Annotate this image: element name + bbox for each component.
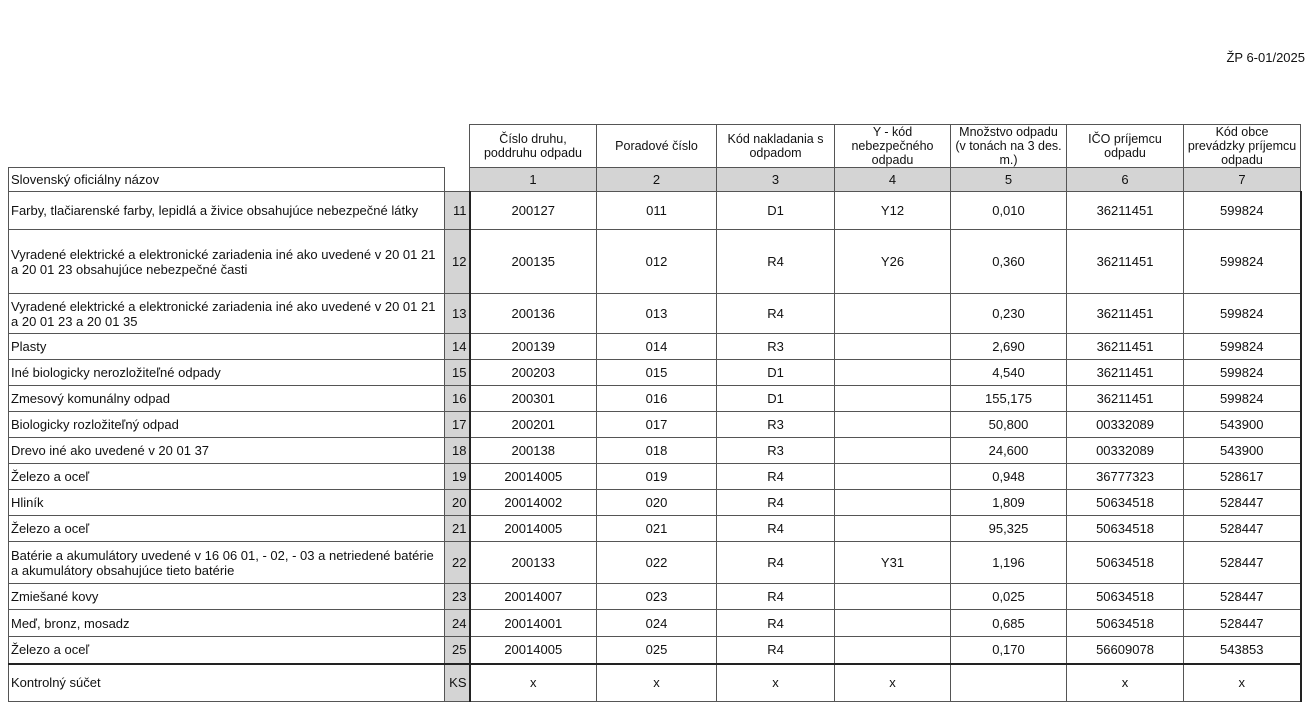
cell-col-5: 0,025 bbox=[951, 584, 1067, 610]
cell-col-3: D1 bbox=[717, 360, 835, 386]
cell-col-5: 1,196 bbox=[951, 542, 1067, 584]
cell-col-5: 1,809 bbox=[951, 490, 1067, 516]
cell-col-4 bbox=[835, 438, 951, 464]
cell-col-1: 200201 bbox=[470, 412, 597, 438]
cell-col-6: 36211451 bbox=[1067, 334, 1184, 360]
column-header: Kód nakladania s odpadom bbox=[717, 125, 835, 168]
cell-col-5: 0,170 bbox=[951, 637, 1067, 664]
cell-col-5: 24,600 bbox=[951, 438, 1067, 464]
cell-col-1: 200133 bbox=[470, 542, 597, 584]
waste-name: Zmiešané kovy bbox=[9, 584, 445, 610]
cell-col-6: 00332089 bbox=[1067, 438, 1184, 464]
cell-col-2: 024 bbox=[597, 610, 717, 637]
cell-col-5: 0,010 bbox=[951, 192, 1067, 230]
cell-col-4: x bbox=[835, 664, 951, 702]
cell-col-2: 020 bbox=[597, 490, 717, 516]
cell-col-5: 4,540 bbox=[951, 360, 1067, 386]
waste-name: Drevo iné ako uvedené v 20 01 37 bbox=[9, 438, 445, 464]
cell-col-7: 599824 bbox=[1184, 334, 1301, 360]
cell-col-1: 20014007 bbox=[470, 584, 597, 610]
waste-name: Kontrolný súčet bbox=[9, 664, 445, 702]
cell-col-3: R3 bbox=[717, 334, 835, 360]
column-number-row bbox=[9, 168, 1301, 192]
cell-col-3: R4 bbox=[717, 584, 835, 610]
table-row bbox=[9, 542, 1301, 584]
cell-col-2: 022 bbox=[597, 542, 717, 584]
cell-col-7: 528447 bbox=[1184, 516, 1301, 542]
column-header: Množstvo odpadu (v tonách na 3 des. m.) bbox=[951, 125, 1067, 168]
column-number: 1 bbox=[470, 168, 597, 192]
cell-col-4 bbox=[835, 386, 951, 412]
cell-col-3: R4 bbox=[717, 637, 835, 664]
cell-col-4 bbox=[835, 464, 951, 490]
cell-col-4 bbox=[835, 516, 951, 542]
cell-col-1: 20014005 bbox=[470, 516, 597, 542]
waste-name: Meď, bronz, mosadz bbox=[9, 610, 445, 637]
cell-col-6: 36211451 bbox=[1067, 192, 1184, 230]
table-row bbox=[9, 230, 1301, 294]
column-header-row bbox=[9, 125, 1301, 168]
cell-col-4: Y26 bbox=[835, 230, 951, 294]
cell-col-6: 36777323 bbox=[1067, 464, 1184, 490]
waste-name: Hliník bbox=[9, 490, 445, 516]
name-header: Slovenský oficiálny názov bbox=[9, 168, 445, 192]
control-sum-row bbox=[9, 664, 1301, 702]
cell-col-2: 011 bbox=[597, 192, 717, 230]
waste-name: Iné biologicky nerozložiteľné odpady bbox=[9, 360, 445, 386]
cell-col-1: 200139 bbox=[470, 334, 597, 360]
cell-col-3: D1 bbox=[717, 386, 835, 412]
cell-col-3: R4 bbox=[717, 230, 835, 294]
column-header: IČO príjemcu odpadu bbox=[1067, 125, 1184, 168]
cell-col-6: 50634518 bbox=[1067, 542, 1184, 584]
row-number: 21 bbox=[445, 516, 470, 542]
cell-col-7: 599824 bbox=[1184, 360, 1301, 386]
table-row bbox=[9, 584, 1301, 610]
cell-col-2: 021 bbox=[597, 516, 717, 542]
cell-col-2: 023 bbox=[597, 584, 717, 610]
table-row bbox=[9, 192, 1301, 230]
table-row bbox=[9, 464, 1301, 490]
cell-col-7: 599824 bbox=[1184, 192, 1301, 230]
column-number: 2 bbox=[597, 168, 717, 192]
row-number: 24 bbox=[445, 610, 470, 637]
cell-col-5 bbox=[951, 664, 1067, 702]
column-header: Y - kód nebezpečného odpadu bbox=[835, 125, 951, 168]
row-number: 11 bbox=[445, 192, 470, 230]
row-number: 13 bbox=[445, 294, 470, 334]
cell-col-5: 0,360 bbox=[951, 230, 1067, 294]
cell-col-5: 0,948 bbox=[951, 464, 1067, 490]
cell-col-2: 025 bbox=[597, 637, 717, 664]
waste-table bbox=[8, 124, 1302, 702]
cell-col-3: R4 bbox=[717, 464, 835, 490]
cell-col-1: 200136 bbox=[470, 294, 597, 334]
waste-name: Zmesový komunálny odpad bbox=[9, 386, 445, 412]
cell-col-7: 599824 bbox=[1184, 386, 1301, 412]
column-header: Poradové číslo bbox=[597, 125, 717, 168]
cell-col-4 bbox=[835, 294, 951, 334]
cell-col-6: 50634518 bbox=[1067, 490, 1184, 516]
cell-col-5: 155,175 bbox=[951, 386, 1067, 412]
row-number: 15 bbox=[445, 360, 470, 386]
table-row bbox=[9, 412, 1301, 438]
cell-col-1: 20014005 bbox=[470, 637, 597, 664]
cell-col-3: R4 bbox=[717, 516, 835, 542]
cell-col-3: R4 bbox=[717, 610, 835, 637]
cell-col-2: x bbox=[597, 664, 717, 702]
cell-col-2: 013 bbox=[597, 294, 717, 334]
cell-col-6: 50634518 bbox=[1067, 610, 1184, 637]
row-number: 23 bbox=[445, 584, 470, 610]
cell-col-4 bbox=[835, 412, 951, 438]
row-number: KS bbox=[445, 664, 470, 702]
cell-col-2: 015 bbox=[597, 360, 717, 386]
table-row bbox=[9, 637, 1301, 664]
cell-col-1: 200301 bbox=[470, 386, 597, 412]
cell-col-6: 36211451 bbox=[1067, 294, 1184, 334]
cell-col-1: 200135 bbox=[470, 230, 597, 294]
cell-col-2: 017 bbox=[597, 412, 717, 438]
cell-col-6: 50634518 bbox=[1067, 516, 1184, 542]
form-code: ŽP 6-01/2025 bbox=[1226, 50, 1305, 65]
cell-col-2: 014 bbox=[597, 334, 717, 360]
cell-col-3: R4 bbox=[717, 542, 835, 584]
cell-col-1: 200127 bbox=[470, 192, 597, 230]
waste-name: Farby, tlačiarenské farby, lepidlá a živice obsahujúce nebezpečné látky bbox=[9, 192, 445, 230]
cell-col-6: 36211451 bbox=[1067, 230, 1184, 294]
cell-col-4 bbox=[835, 584, 951, 610]
cell-col-3: R3 bbox=[717, 412, 835, 438]
cell-col-4: Y31 bbox=[835, 542, 951, 584]
waste-name: Biologicky rozložiteľný odpad bbox=[9, 412, 445, 438]
cell-col-2: 019 bbox=[597, 464, 717, 490]
waste-name: Železo a oceľ bbox=[9, 637, 445, 664]
cell-col-7: 543900 bbox=[1184, 412, 1301, 438]
table-row bbox=[9, 490, 1301, 516]
row-number: 16 bbox=[445, 386, 470, 412]
row-number: 20 bbox=[445, 490, 470, 516]
table-row bbox=[9, 516, 1301, 542]
cell-col-2: 018 bbox=[597, 438, 717, 464]
cell-col-7: 543853 bbox=[1184, 637, 1301, 664]
column-header: Kód obce prevádzky príjemcu odpadu bbox=[1184, 125, 1301, 168]
cell-col-7: 528447 bbox=[1184, 490, 1301, 516]
waste-name: Batérie a akumulátory uvedené v 16 06 01, - 02, - 03 a netriedené batérie a akumulátory obsahujúce tieto batérie bbox=[9, 542, 445, 584]
cell-col-3: R4 bbox=[717, 490, 835, 516]
waste-name: Železo a oceľ bbox=[9, 516, 445, 542]
table-row bbox=[9, 438, 1301, 464]
cell-col-7: 528447 bbox=[1184, 610, 1301, 637]
cell-col-1: x bbox=[470, 664, 597, 702]
cell-col-7: 528447 bbox=[1184, 584, 1301, 610]
column-header: Číslo druhu, poddruhu odpadu bbox=[470, 125, 597, 168]
cell-col-7: x bbox=[1184, 664, 1301, 702]
column-number: 6 bbox=[1067, 168, 1184, 192]
cell-col-4: Y12 bbox=[835, 192, 951, 230]
cell-col-4 bbox=[835, 360, 951, 386]
cell-col-5: 2,690 bbox=[951, 334, 1067, 360]
cell-col-5: 0,685 bbox=[951, 610, 1067, 637]
cell-col-7: 543900 bbox=[1184, 438, 1301, 464]
cell-col-6: 36211451 bbox=[1067, 386, 1184, 412]
cell-col-4 bbox=[835, 490, 951, 516]
cell-col-2: 016 bbox=[597, 386, 717, 412]
cell-col-5: 95,325 bbox=[951, 516, 1067, 542]
column-number: 5 bbox=[951, 168, 1067, 192]
cell-col-6: 56609078 bbox=[1067, 637, 1184, 664]
cell-col-7: 528447 bbox=[1184, 542, 1301, 584]
row-number: 22 bbox=[445, 542, 470, 584]
row-number: 25 bbox=[445, 637, 470, 664]
row-number: 19 bbox=[445, 464, 470, 490]
cell-col-6: 00332089 bbox=[1067, 412, 1184, 438]
table-row bbox=[9, 386, 1301, 412]
cell-col-1: 20014005 bbox=[470, 464, 597, 490]
cell-col-7: 599824 bbox=[1184, 230, 1301, 294]
cell-col-2: 012 bbox=[597, 230, 717, 294]
cell-col-4 bbox=[835, 610, 951, 637]
cell-col-4 bbox=[835, 637, 951, 664]
cell-col-1: 200203 bbox=[470, 360, 597, 386]
cell-col-6: x bbox=[1067, 664, 1184, 702]
waste-name: Plasty bbox=[9, 334, 445, 360]
cell-col-6: 50634518 bbox=[1067, 584, 1184, 610]
cell-col-1: 20014001 bbox=[470, 610, 597, 637]
cell-col-4 bbox=[835, 334, 951, 360]
cell-col-3: R3 bbox=[717, 438, 835, 464]
cell-col-1: 20014002 bbox=[470, 490, 597, 516]
cell-col-3: R4 bbox=[717, 294, 835, 334]
waste-name: Železo a oceľ bbox=[9, 464, 445, 490]
column-number: 3 bbox=[717, 168, 835, 192]
cell-col-7: 528617 bbox=[1184, 464, 1301, 490]
cell-col-5: 0,230 bbox=[951, 294, 1067, 334]
waste-name: Vyradené elektrické a elektronické zariadenia iné ako uvedené v 20 01 21 a 20 01 23 obsahujúce nebezpečné časti bbox=[9, 230, 445, 294]
cell-col-5: 50,800 bbox=[951, 412, 1067, 438]
row-number: 17 bbox=[445, 412, 470, 438]
table-row bbox=[9, 334, 1301, 360]
cell-col-3: D1 bbox=[717, 192, 835, 230]
cell-col-7: 599824 bbox=[1184, 294, 1301, 334]
column-number: 7 bbox=[1184, 168, 1301, 192]
cell-col-3: x bbox=[717, 664, 835, 702]
table-row bbox=[9, 360, 1301, 386]
cell-col-1: 200138 bbox=[470, 438, 597, 464]
row-number: 18 bbox=[445, 438, 470, 464]
row-number: 12 bbox=[445, 230, 470, 294]
waste-name: Vyradené elektrické a elektronické zariadenia iné ako uvedené v 20 01 21 a 20 01 23 a 20 01 35 bbox=[9, 294, 445, 334]
table-row bbox=[9, 610, 1301, 637]
row-number: 14 bbox=[445, 334, 470, 360]
table-row bbox=[9, 294, 1301, 334]
column-number: 4 bbox=[835, 168, 951, 192]
cell-col-6: 36211451 bbox=[1067, 360, 1184, 386]
